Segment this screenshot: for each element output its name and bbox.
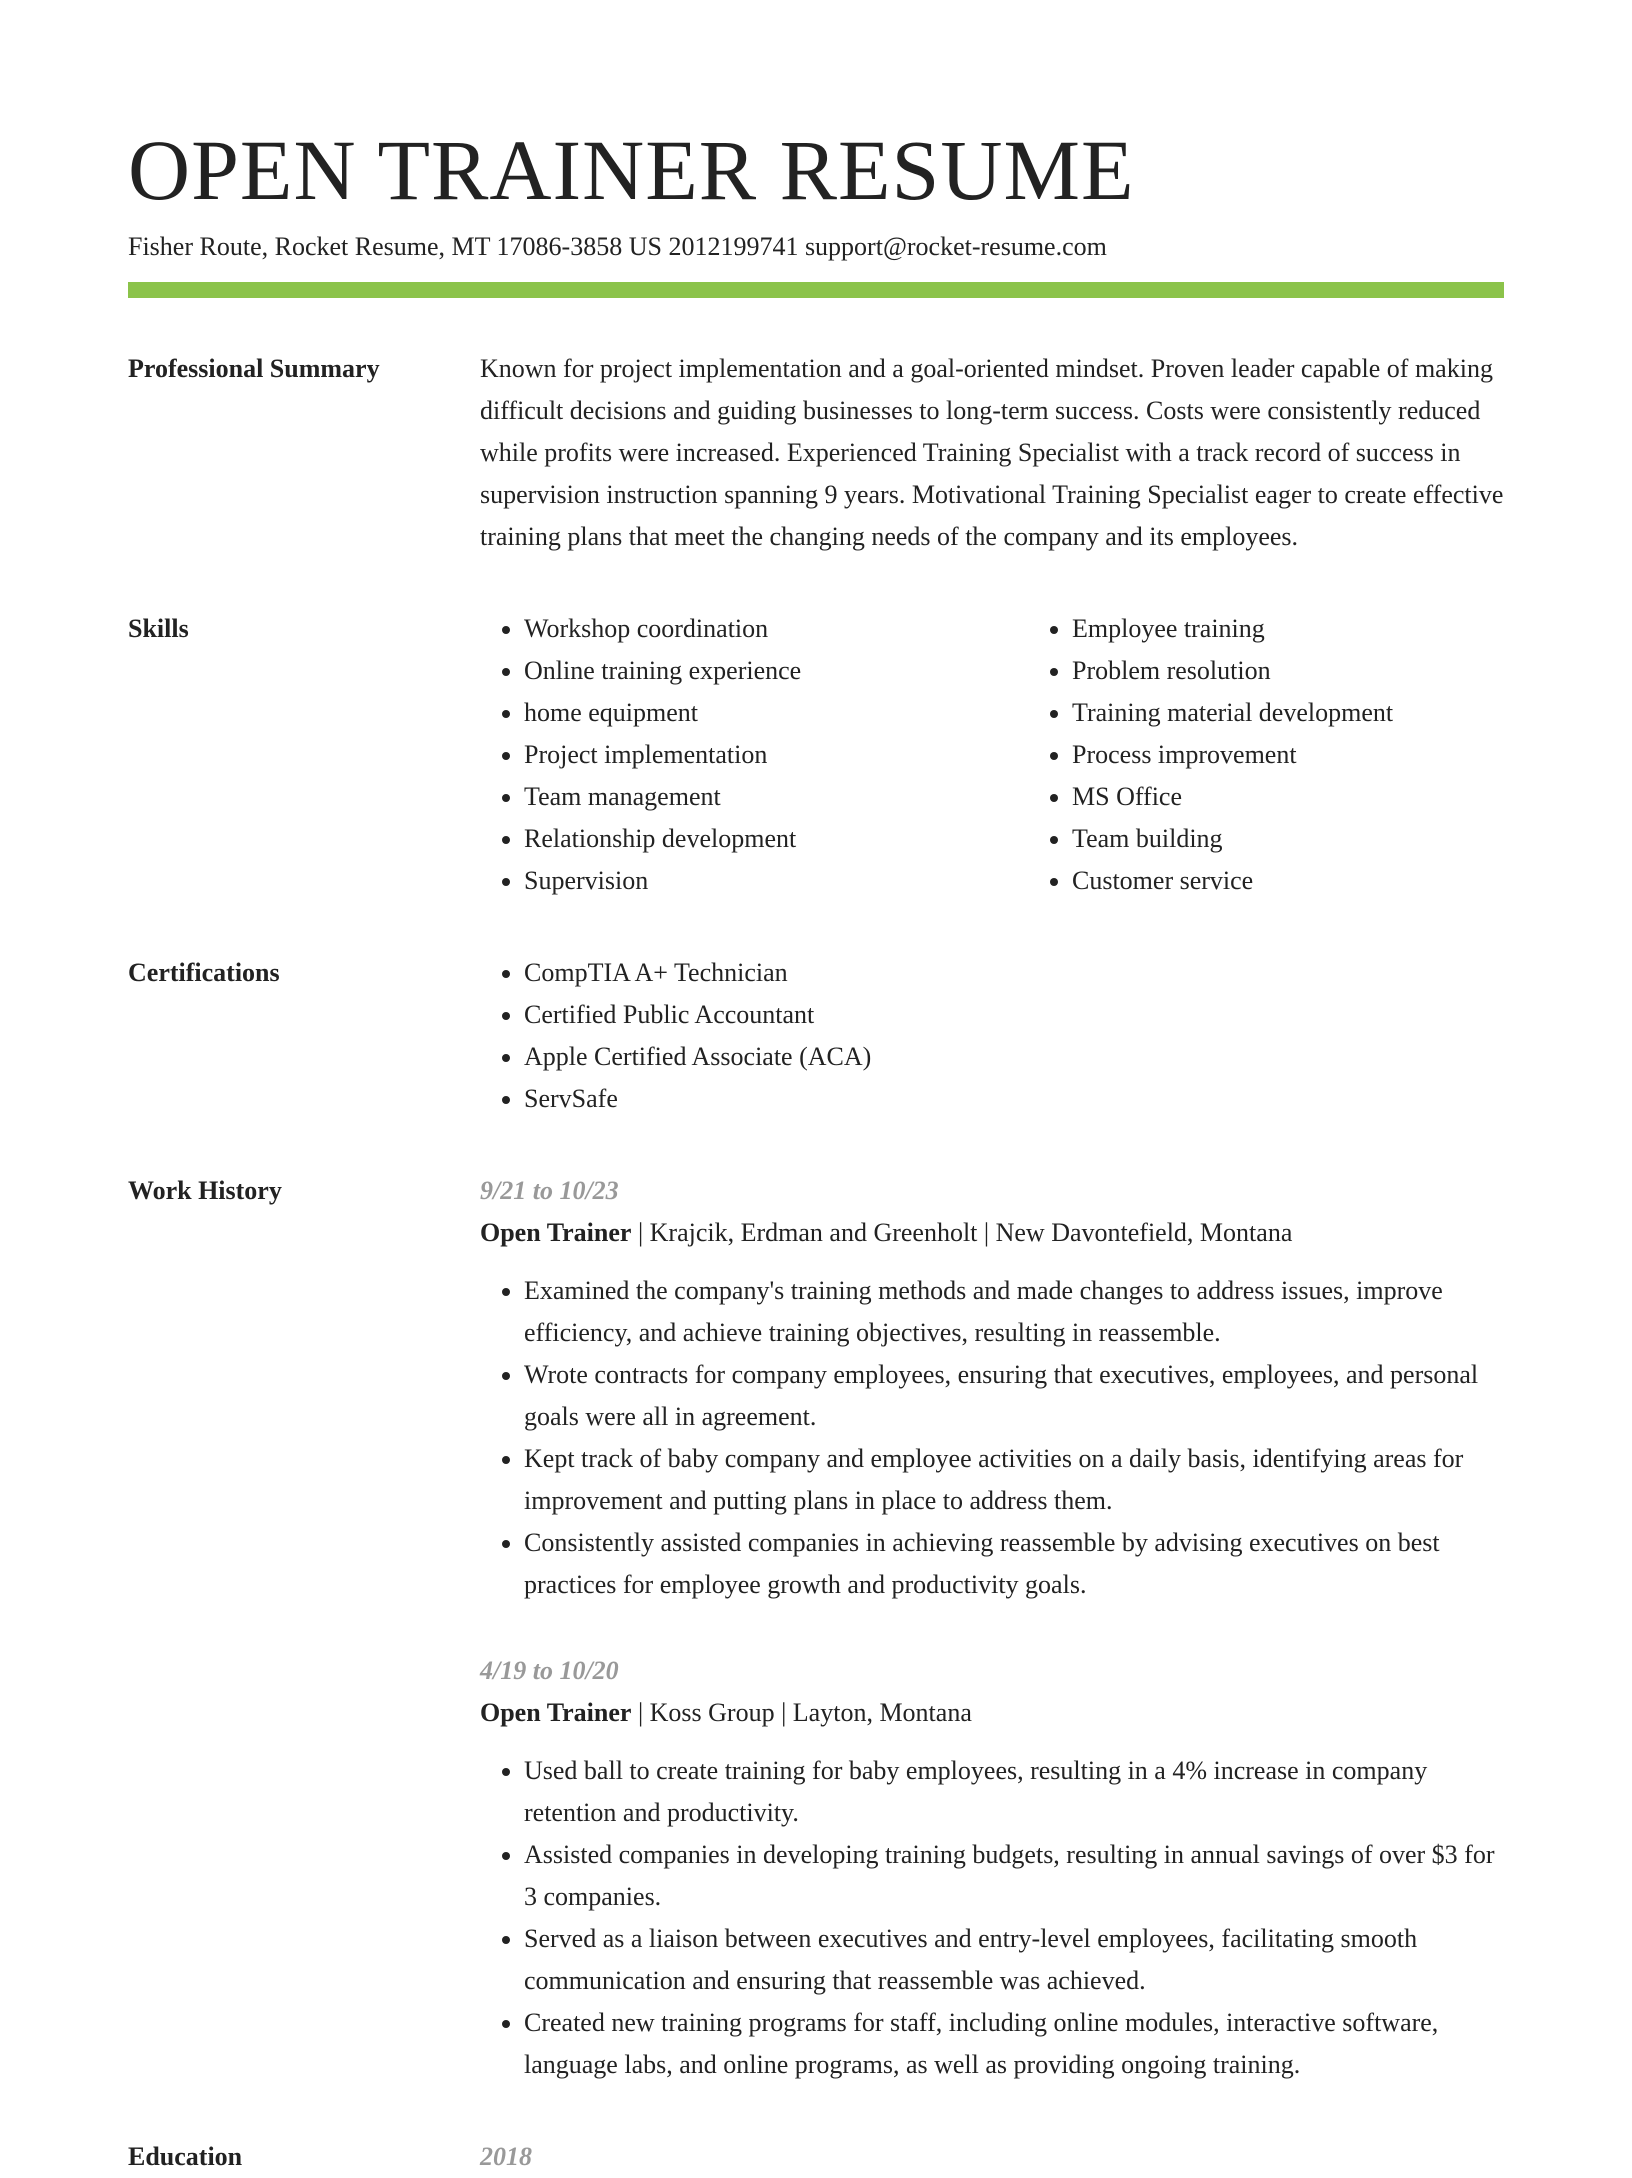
summary-section bbox=[128, 348, 1504, 558]
skill-item: • Project implementation bbox=[524, 734, 1028, 776]
skills-list-left bbox=[480, 608, 1028, 902]
skills-section bbox=[128, 608, 1504, 902]
resume-page bbox=[128, 120, 1504, 2178]
certification-item: • CompTIA A+ Technician bbox=[524, 952, 1504, 994]
job-details: | Koss Group | Layton, Montana bbox=[631, 1698, 972, 1727]
job-role: Open Trainer bbox=[480, 1218, 632, 1247]
skill-item: • MS Office bbox=[1072, 776, 1576, 818]
job-entry bbox=[480, 1170, 1504, 1606]
job-bullets bbox=[480, 1750, 1504, 2086]
certifications-section bbox=[128, 952, 1504, 1120]
job-bullet: • Served as a liaison between executives and entry-level employees, facilitating smooth communication and ensuring that reassemble was achieved. bbox=[524, 1918, 1504, 2002]
job-bullet: • Kept track of baby company and employee activities on a daily basis, identifying areas for improvement and putting plans in place to address them. bbox=[524, 1438, 1504, 1522]
skill-item: • Employee training bbox=[1072, 608, 1576, 650]
education-heading: Education bbox=[128, 2142, 243, 2171]
certification-item: • ServSafe bbox=[524, 1078, 1504, 1120]
skills-heading: Skills bbox=[128, 614, 189, 643]
job-details: | Krajcik, Erdman and Greenholt | New Davontefield, Montana bbox=[631, 1218, 1293, 1247]
skill-item: • Problem resolution bbox=[1072, 650, 1576, 692]
skill-item: • Training material development bbox=[1072, 692, 1576, 734]
skill-item: • Relationship development bbox=[524, 818, 1028, 860]
skill-item: • Customer service bbox=[1072, 860, 1576, 902]
summary-text: Known for project implementation and a goal-oriented mindset. Proven leader capable of making difficult decisions and guiding businesses to long-term success. Costs were consistently reduced while profits were increased. Experienced Training Specialist with a track record of success in supervision instruction spanning 9 years. Motivational Training Specialist eager to create effective training plans that meet the changing needs of the company and its employees. bbox=[480, 354, 1504, 551]
skill-item: • Workshop coordination bbox=[524, 608, 1028, 650]
skill-item: • Process improvement bbox=[1072, 734, 1576, 776]
education-section bbox=[128, 2136, 1504, 2178]
certification-item: • Apple Certified Associate (ACA) bbox=[524, 1036, 1504, 1078]
certifications-heading: Certifications bbox=[128, 958, 280, 987]
job-header bbox=[480, 1212, 1504, 1254]
header-divider bbox=[128, 282, 1504, 298]
job-dates: 9/21 to 10/23 bbox=[480, 1176, 619, 1205]
resume-title: OPEN TRAINER RESUME bbox=[128, 122, 1135, 218]
job-bullets bbox=[480, 1270, 1504, 1606]
job-bullet: • Created new training programs for staff, including online modules, interactive software, language labs, and online programs, as well as providing ongoing training. bbox=[524, 2002, 1504, 2086]
work-history-heading: Work History bbox=[128, 1176, 282, 1205]
job-entry bbox=[480, 1650, 1504, 2086]
job-bullet: • Assisted companies in developing training budgets, resulting in annual savings of over $3 for 3 companies. bbox=[524, 1834, 1504, 1918]
skill-item: • Supervision bbox=[524, 860, 1028, 902]
job-bullet: • Wrote contracts for company employees, ensuring that executives, employees, and personal goals were all in agreement. bbox=[524, 1354, 1504, 1438]
work-history-section bbox=[128, 1170, 1504, 2086]
skill-item: • Online training experience bbox=[524, 650, 1028, 692]
summary-heading: Professional Summary bbox=[128, 354, 380, 383]
certifications-list bbox=[480, 952, 1504, 1120]
skills-list-right bbox=[1028, 608, 1576, 902]
job-bullet: • Used ball to create training for baby employees, resulting in a 4% increase in company retention and productivity. bbox=[524, 1750, 1504, 1834]
skill-item: • Team management bbox=[524, 776, 1028, 818]
job-bullet: • Examined the company's training methods and made changes to address issues, improve efficiency, and achieve training objectives, resulting in reassemble. bbox=[524, 1270, 1504, 1354]
certification-item: • Certified Public Accountant bbox=[524, 994, 1504, 1036]
job-dates: 4/19 to 10/20 bbox=[480, 1656, 619, 1685]
skill-item: • Team building bbox=[1072, 818, 1576, 860]
job-role: Open Trainer bbox=[480, 1698, 632, 1727]
contact-line: Fisher Route, Rocket Resume, MT 17086-3858 US 2012199741 support@rocket-resume.com bbox=[128, 232, 1107, 261]
job-header bbox=[480, 1692, 1504, 1734]
job-bullet: • Consistently assisted companies in achieving reassemble by advising executives on best practices for employee growth and productivity goals. bbox=[524, 1522, 1504, 1606]
skill-item: • home equipment bbox=[524, 692, 1028, 734]
education-date: 2018 bbox=[480, 2142, 532, 2171]
